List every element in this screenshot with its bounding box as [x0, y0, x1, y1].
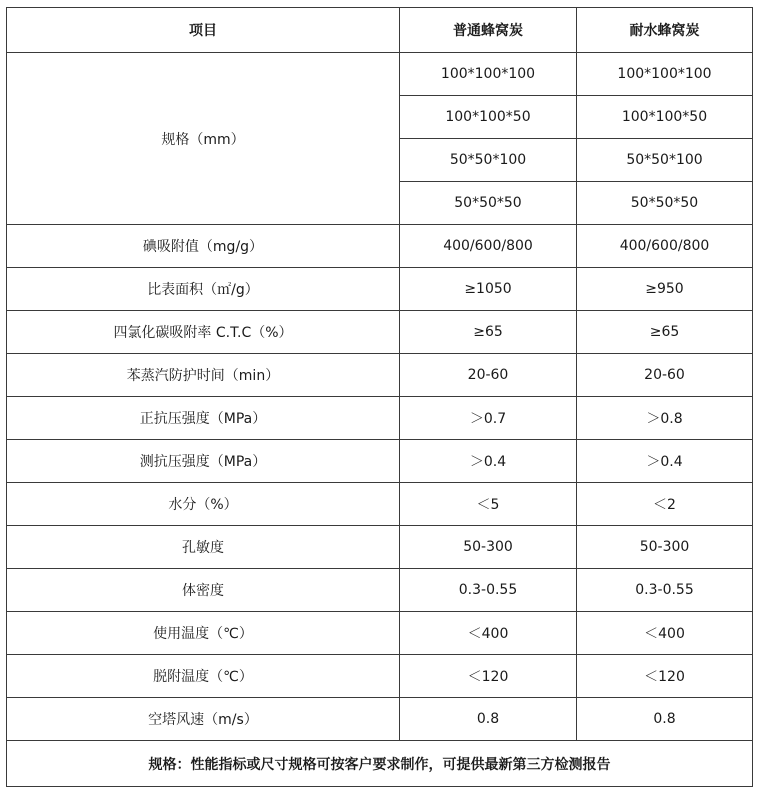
- row-waterproof-value: 400/600/800: [577, 225, 753, 268]
- row-label: 正抗压强度（MPa）: [7, 397, 400, 440]
- spec-size-waterproof: 100*100*50: [577, 96, 753, 139]
- table-row: [7, 698, 753, 741]
- spec-label: 规格（mm）: [7, 53, 400, 225]
- row-label: 空塔风速（m/s）: [7, 698, 400, 741]
- row-normal-value: ＜120: [400, 655, 577, 698]
- table-row: [7, 526, 753, 569]
- row-normal-value: ≥65: [400, 311, 577, 354]
- row-waterproof-value: ＞0.8: [577, 397, 753, 440]
- table-row: [7, 483, 753, 526]
- spec-size-normal: 50*50*100: [400, 139, 577, 182]
- row-waterproof-value: ＜120: [577, 655, 753, 698]
- row-normal-value: ≥1050: [400, 268, 577, 311]
- footer-row: [7, 741, 753, 787]
- header-normal: 普通蜂窝炭: [400, 8, 577, 53]
- header-row: [7, 8, 753, 53]
- spec-size-normal: 100*100*100: [400, 53, 577, 96]
- row-normal-value: ＜5: [400, 483, 577, 526]
- row-waterproof-value: ＜2: [577, 483, 753, 526]
- spec-size-waterproof: 50*50*100: [577, 139, 753, 182]
- row-label: 体密度: [7, 569, 400, 612]
- row-normal-value: 50-300: [400, 526, 577, 569]
- row-waterproof-value: ＞0.4: [577, 440, 753, 483]
- row-label: 脱附温度（℃）: [7, 655, 400, 698]
- row-label: 四氯化碳吸附率 C.T.C（%）: [7, 311, 400, 354]
- row-normal-value: 20-60: [400, 354, 577, 397]
- table-row: [7, 655, 753, 698]
- row-label: 测抗压强度（MPa）: [7, 440, 400, 483]
- row-label: 比表面积（㎡/g）: [7, 268, 400, 311]
- row-normal-value: 0.8: [400, 698, 577, 741]
- row-waterproof-value: ＜400: [577, 612, 753, 655]
- row-waterproof-value: 0.8: [577, 698, 753, 741]
- row-label: 使用温度（℃）: [7, 612, 400, 655]
- row-waterproof-value: ≥950: [577, 268, 753, 311]
- table-row: [7, 612, 753, 655]
- spec-size-normal: 50*50*50: [400, 182, 577, 225]
- spec-size-normal: 100*100*50: [400, 96, 577, 139]
- table-row: [7, 354, 753, 397]
- row-normal-value: ＞0.7: [400, 397, 577, 440]
- row-normal-value: ＞0.4: [400, 440, 577, 483]
- table-row: [7, 397, 753, 440]
- table-row: [7, 440, 753, 483]
- table-row: [7, 53, 753, 96]
- table-row: [7, 311, 753, 354]
- table-row: [7, 569, 753, 612]
- row-normal-value: 400/600/800: [400, 225, 577, 268]
- header-item: 项目: [7, 8, 400, 53]
- table-row: [7, 225, 753, 268]
- row-label: 水分（%）: [7, 483, 400, 526]
- table-row: [7, 268, 753, 311]
- row-label: 苯蒸汽防护时间（min）: [7, 354, 400, 397]
- spec-table: [6, 7, 753, 787]
- row-normal-value: ＜400: [400, 612, 577, 655]
- row-waterproof-value: ≥65: [577, 311, 753, 354]
- row-normal-value: 0.3-0.55: [400, 569, 577, 612]
- row-label: 碘吸附值（mg/g）: [7, 225, 400, 268]
- row-waterproof-value: 0.3-0.55: [577, 569, 753, 612]
- spec-size-waterproof: 100*100*100: [577, 53, 753, 96]
- row-waterproof-value: 50-300: [577, 526, 753, 569]
- row-waterproof-value: 20-60: [577, 354, 753, 397]
- spec-size-waterproof: 50*50*50: [577, 182, 753, 225]
- footer-note: 规格：性能指标或尺寸规格可按客户要求制作，可提供最新第三方检测报告: [7, 741, 753, 787]
- header-waterproof: 耐水蜂窝炭: [577, 8, 753, 53]
- row-label: 孔敏度: [7, 526, 400, 569]
